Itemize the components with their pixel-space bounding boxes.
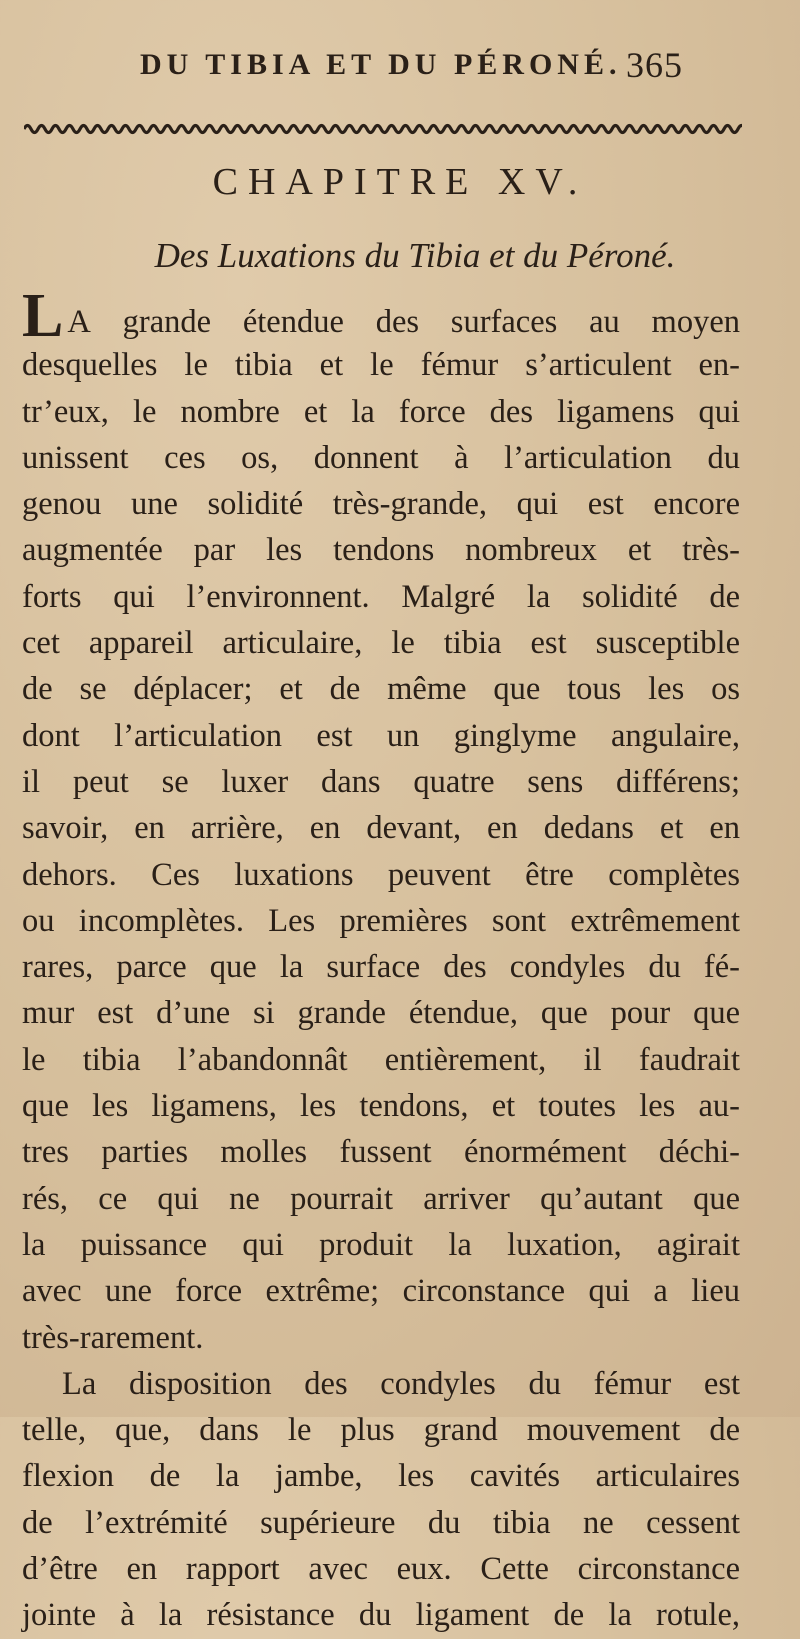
text-line: de l’extrémité supérieure du tibia ne cessent: [22, 1504, 740, 1541]
text-line: la puissance qui produit la luxation, agirait: [22, 1226, 740, 1263]
text-line: forts qui l’environnent. Malgré la solidité de: [22, 578, 740, 615]
text-line: très-rarement.: [22, 1319, 204, 1356]
page-number: 365: [626, 45, 683, 85]
drop-cap-continuation: A: [67, 304, 91, 340]
text-line: savoir, en arrière, en devant, en dedans et en: [22, 810, 740, 847]
text-line: avec une force extrême; circonstance qui a lieu: [22, 1273, 740, 1310]
text-line: augmentée par les tendons nombreux et très-: [22, 532, 740, 569]
text-line: flexion de la jambe, les cavités articulaires: [22, 1458, 740, 1495]
first-line-text: grande étendue des surfaces au moyen: [90, 304, 740, 340]
chapter-subtitle: Des Luxations du Tibia et du Péroné.: [154, 236, 676, 275]
text-line: ou incomplètes. Les premières sont extrêmement: [22, 902, 740, 939]
text-line: tr’eux, le nombre et la force des ligamens qui: [22, 393, 740, 430]
text-line: le tibia l’abandonnât entièrement, il faudrait: [22, 1041, 740, 1078]
text-line: genou une solidité très-grande, qui est encore: [22, 486, 740, 523]
body-text: [22, 282, 740, 1639]
text-line: d’être en rapport avec eux. Cette circonstance: [22, 1551, 740, 1588]
paragraph-first-line: [22, 282, 740, 350]
text-line: mur est d’une si grande étendue, que pour que: [22, 995, 740, 1032]
text-line: unissent ces os, donnent à l’articulation du: [22, 439, 740, 476]
text-line: desquelles le tibia et le fémur s’articulent en-: [22, 347, 740, 384]
text-line: cet appareil articulaire, le tibia est susceptible: [22, 625, 740, 662]
text-line: La disposition des condyles du fémur est: [62, 1365, 740, 1402]
text-line: telle, que, dans le plus grand mouvement de: [22, 1412, 740, 1449]
decorative-rule-icon: [24, 118, 742, 140]
text-line: rés, ce qui ne pourrait arriver qu’autant que: [22, 1180, 740, 1217]
text-line: jointe à la résistance du ligament de la rotule,: [22, 1597, 740, 1634]
text-line: de se déplacer; et de même que tous les os: [22, 671, 740, 708]
drop-cap: L: [22, 282, 64, 350]
running-head: DU TIBIA ET DU PÉRONÉ.: [140, 48, 622, 81]
text-line: dont l’articulation est un ginglyme angulaire,: [22, 717, 740, 754]
text-line: que les ligamens, les tendons, et toutes les au-: [22, 1088, 740, 1125]
text-line: dehors. Ces luxations peuvent être complètes: [22, 856, 740, 893]
chapter-title: CHAPITRE XV.: [212, 161, 588, 203]
text-line: rares, parce que la surface des condyles du fé-: [22, 949, 740, 986]
text-line: tres parties molles fussent énormément déchi-: [22, 1134, 740, 1171]
text-line: il peut se luxer dans quatre sens différens;: [22, 763, 740, 800]
